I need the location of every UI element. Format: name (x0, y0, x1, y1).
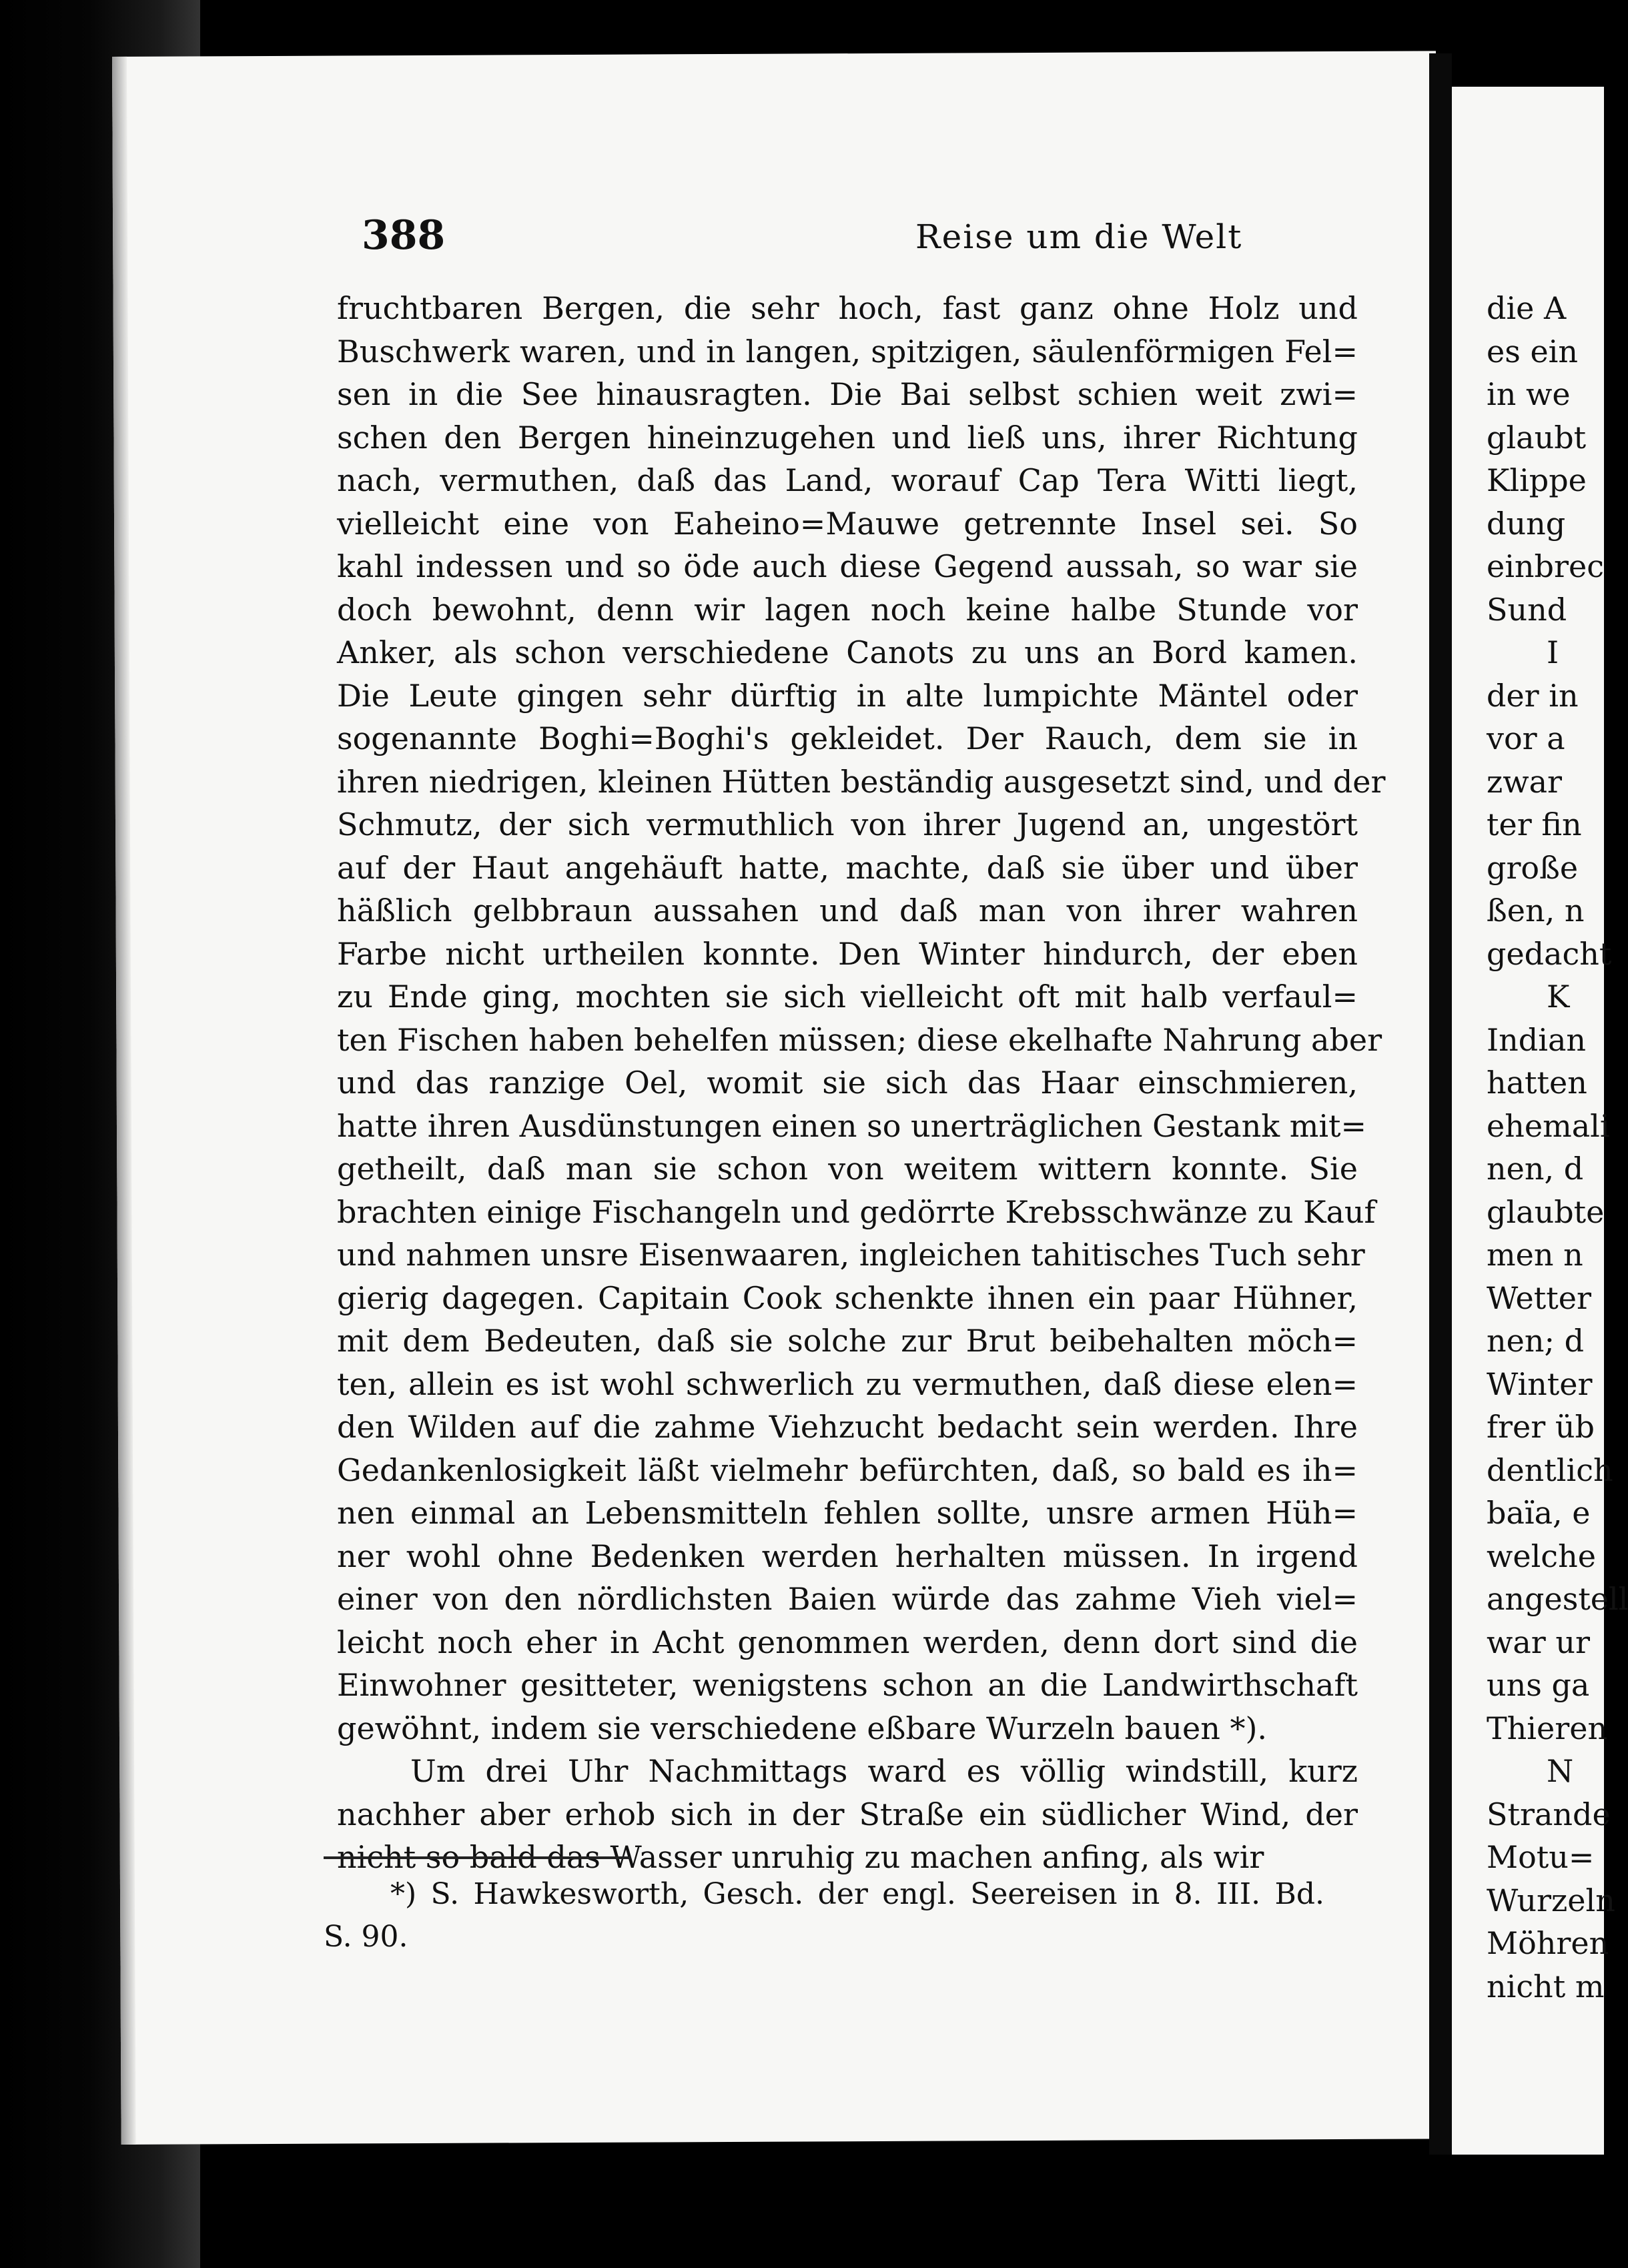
text-line: sen in die See hinausragten. Die Bai selbst schien weit zwi= (337, 376, 1358, 412)
right-page-line: men n (1487, 1237, 1583, 1273)
right-page-line: N (1547, 1753, 1574, 1789)
right-page-line: uns ga (1487, 1667, 1590, 1703)
text-line: getheilt, daß man sie schon von weitem wittern konnte. Sie (337, 1151, 1358, 1187)
right-page-line: der in (1487, 677, 1579, 714)
right-page-line: ehemali (1487, 1107, 1610, 1144)
right-page-line: angestell (1487, 1581, 1628, 1617)
text-line: leicht noch eher in Acht genommen werden, denn dort sind die (337, 1624, 1358, 1660)
right-page-line: baïa, e (1487, 1495, 1591, 1531)
text-line: nicht so bald das Wasser unruhig zu machen anfing, als wir (337, 1839, 1264, 1875)
footnote-line: S. 90. (324, 1920, 408, 1954)
right-page-line: ßen, n (1487, 893, 1585, 929)
right-page-line: große (1487, 849, 1579, 886)
footnote-line: *) S. Hawkesworth, Gesch. der engl. Seereisen in 8. III. Bd. (390, 1877, 1324, 1911)
right-page-line: glaubt (1487, 419, 1587, 456)
right-page-line: nen; d (1487, 1323, 1585, 1359)
text-line: doch bewohnt, denn wir lagen noch keine halbe Stunde vor (337, 591, 1358, 628)
text-line: ner wohl ohne Bedenken werden herhalten müssen. In irgend (337, 1538, 1358, 1574)
right-page-line: Strande (1487, 1796, 1611, 1832)
text-line: nachher aber erhob sich in der Straße ein südlicher Wind, der (337, 1796, 1358, 1832)
right-page-line: in we (1487, 376, 1571, 412)
right-page-line: Wurzeln (1487, 1882, 1615, 1918)
right-page-line: ter fin (1487, 806, 1582, 842)
right-page-line: hatten (1487, 1065, 1587, 1101)
right-page-line: es ein (1487, 333, 1579, 370)
text-line: häßlich gelbbraun aussahen und daß man von ihrer wahren (337, 893, 1358, 929)
text-line: kahl indessen und so öde auch diese Gegend aussah, so war sie (337, 548, 1358, 584)
text-line: Buschwerk waren, und in langen, spitzigen, säulenförmigen Fel= (337, 333, 1358, 370)
text-line: Anker, als schon verschiedene Canots zu uns an Bord kamen. (337, 634, 1358, 670)
text-line: gierig dagegen. Capitain Cook schenkte ihnen ein paar Hühner, (337, 1279, 1358, 1316)
right-page-line: welche (1487, 1538, 1596, 1574)
text-line: den Wilden auf die zahme Viehzucht bedacht sein werden. Ihre (337, 1409, 1358, 1445)
right-page-line: zwar (1487, 763, 1563, 800)
right-page-line: frer üb (1487, 1409, 1595, 1445)
text-line: schen den Bergen hineinzugehen und ließ uns, ihrer Richtung (337, 419, 1358, 456)
footnote-separator (324, 1856, 631, 1859)
right-page-line: einbrec (1487, 548, 1604, 584)
right-page-line: Indian (1487, 1021, 1587, 1058)
right-page-line: glaubte (1487, 1193, 1605, 1230)
right-page-line: Wetter (1487, 1279, 1591, 1316)
text-line: fruchtbaren Bergen, die sehr hoch, fast ganz ohne Holz und (337, 290, 1358, 326)
right-page-line: Möhren (1487, 1925, 1609, 1961)
footnote (324, 1873, 1324, 1958)
text-line: gewöhnt, indem sie verschiedene eßbare Wurzeln bauen *). (337, 1710, 1268, 1746)
text-line: ten Fischen haben behelfen müssen; diese ekelhafte Nahrung aber (337, 1021, 1382, 1058)
text-line: Die Leute gingen sehr dürftig in alte lumpichte Mäntel oder (337, 677, 1358, 714)
page-gutter (1429, 53, 1452, 2155)
main-text-block (337, 287, 1386, 1879)
right-page-line: dentlich (1487, 1452, 1613, 1488)
text-line: Farbe nicht urtheilen konnte. Den Winter hindurch, der eben (337, 935, 1358, 972)
right-page-line: I (1547, 634, 1559, 670)
text-line: nen einmal an Lebensmitteln fehlen sollte, unsre armen Hüh= (337, 1495, 1358, 1531)
text-line: auf der Haut angehäuft hatte, machte, daß sie über und über (337, 849, 1358, 886)
text-line: Um drei Uhr Nachmittags ward es völlig windstill, kurz (410, 1753, 1358, 1789)
text-line: hatte ihren Ausdünstungen einen so unerträglichen Gestank mit= (337, 1107, 1367, 1144)
right-page-line: Sund (1487, 591, 1567, 628)
text-line: ihren niedrigen, kleinen Hütten beständig ausgesetzt sind, und der (337, 763, 1386, 800)
right-page-line: vor a (1487, 720, 1565, 756)
page-number: 388 (362, 212, 446, 259)
right-page-line: nicht m (1487, 1968, 1605, 2005)
page-header (248, 212, 1349, 265)
right-page-line: K (1547, 979, 1570, 1015)
right-page-line: Motu= (1487, 1839, 1595, 1875)
right-page-line: nen, d (1487, 1151, 1584, 1187)
text-line: und das ranzige Oel, womit sie sich das Haar einschmieren, (337, 1065, 1358, 1101)
text-line: nach, vermuthen, daß das Land, worauf Cap Tera Witti liegt, (337, 462, 1358, 498)
text-line: mit dem Bedeuten, daß sie solche zur Brut beibehalten möch= (337, 1323, 1358, 1359)
right-page-line: gedacht (1487, 935, 1612, 972)
right-page-line: Klippe (1487, 462, 1587, 498)
running-title: Reise um die Welt (915, 217, 1243, 256)
text-line: Gedankenlosigkeit läßt vielmehr befürchten, daß, so bald es ih= (337, 1452, 1358, 1488)
text-line: vielleicht eine von Eaheino=Mauwe getrennte Insel sei. So (337, 505, 1358, 542)
right-page-line: die A (1487, 290, 1567, 326)
text-line: und nahmen unsre Eisenwaaren, ingleichen tahitisches Tuch sehr (337, 1237, 1365, 1273)
text-line: Schmutz, der sich vermuthlich von ihrer Jugend an, ungestört (337, 806, 1358, 842)
text-line: ten, allein es ist wohl schwerlich zu vermuthen, daß diese elen= (337, 1365, 1358, 1402)
right-page-text (1487, 287, 1628, 2008)
right-page-line: dung (1487, 505, 1566, 542)
right-page-line: war ur (1487, 1624, 1591, 1660)
right-page-line: Thieren (1487, 1710, 1608, 1746)
text-line: einer von den nördlichsten Baien würde das zahme Vieh viel= (337, 1581, 1358, 1617)
text-line: sogenannte Boghi=Boghi's gekleidet. Der Rauch, dem sie in (337, 720, 1358, 756)
right-page-line: Winter (1487, 1365, 1593, 1402)
text-line: zu Ende ging, mochten sie sich vielleicht oft mit halb verfaul= (337, 979, 1358, 1015)
text-line: Einwohner gesitteter, wenigstens schon an die Landwirthschaft (337, 1667, 1358, 1703)
text-line: brachten einige Fischangeln und gedörrte Krebsschwänze zu Kauf (337, 1193, 1376, 1230)
